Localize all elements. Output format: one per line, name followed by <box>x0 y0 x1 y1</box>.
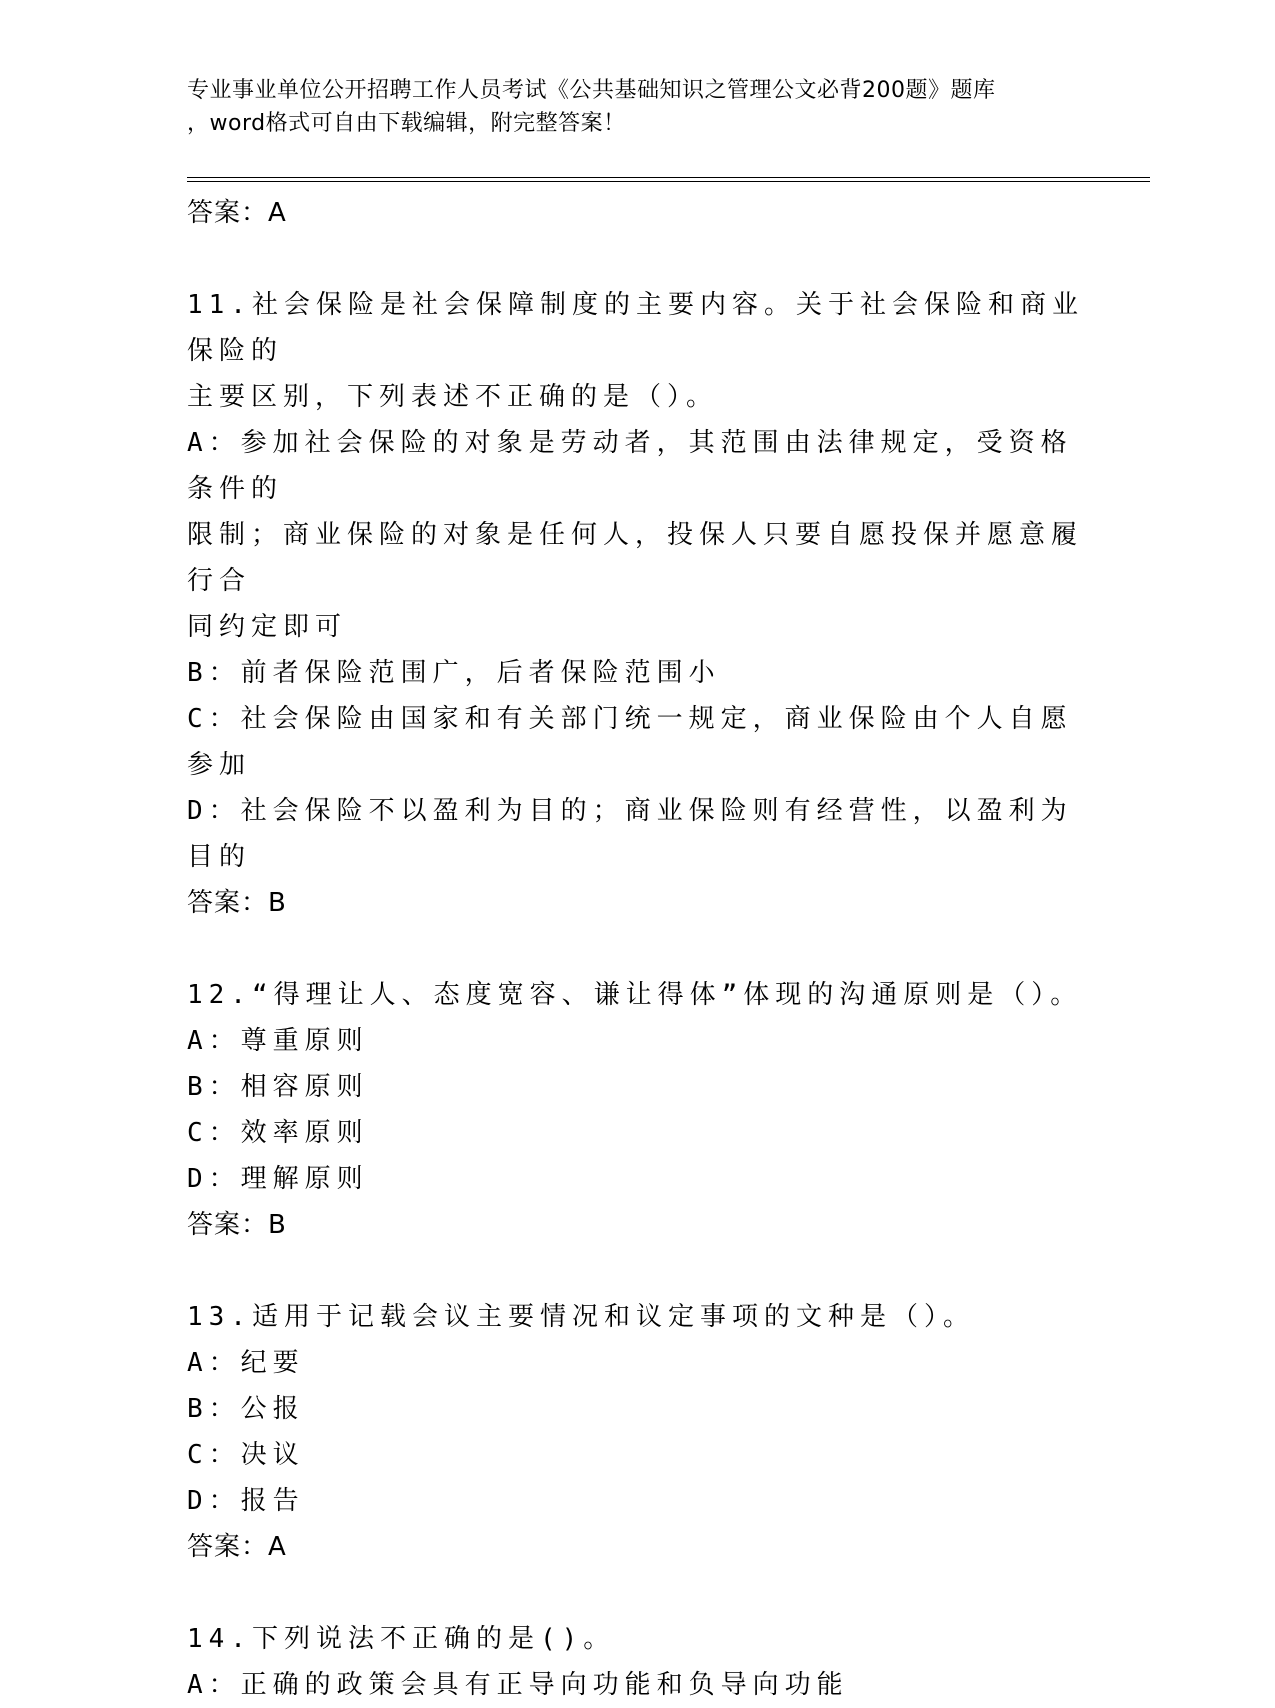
question-stem-line: 11.社会保险是社会保障制度的主要内容。关于社会保险和商业保险的 <box>187 290 1084 366</box>
option-d: D：报告 <box>187 1486 305 1516</box>
page-header <box>187 74 1117 140</box>
question-13 <box>187 1294 1087 1570</box>
header-divider <box>187 177 1150 182</box>
option-c: C：效率原则 <box>187 1118 369 1148</box>
option-a: A：尊重原则 <box>187 1026 369 1056</box>
option-d: D：社会保险不以盈利为目的；商业保险则有经营性，以盈利为目的 <box>187 796 1073 872</box>
option-a: A：纪要 <box>187 1348 305 1378</box>
question-list <box>187 190 1087 1708</box>
answer-line: 答案：B <box>187 888 287 918</box>
question-12 <box>187 972 1087 1248</box>
option-b: B：前者保险范围广，后者保险范围小 <box>187 658 721 688</box>
option-c: C：社会保险由国家和有关部门统一规定，商业保险由个人自愿参加 <box>187 704 1073 780</box>
option-a-line: 同约定即可 <box>187 612 348 642</box>
question-stem-line: 12.“得理让人、态度宽容、谦让得体”体现的沟通原则是（）。 <box>187 980 1083 1010</box>
answer-line: 答案：A <box>187 198 287 228</box>
question-11 <box>187 282 1087 926</box>
question-14 <box>187 1616 1087 1708</box>
header-title-line-2: ，word格式可自由下载编辑，附完整答案！ <box>187 111 626 136</box>
header-title-line-1: 专业事业单位公开招聘工作人员考试《公共基础知识之管理公文必背200题》题库 <box>187 78 996 103</box>
question-stem-line: 主要区别，下列表述不正确的是（）。 <box>187 382 719 412</box>
option-a-line: 限制；商业保险的对象是任何人，投保人只要自愿投保并愿意履行合 <box>187 520 1084 596</box>
answer-line: 答案：A <box>187 1532 287 1562</box>
option-b: B：公报 <box>187 1394 305 1424</box>
option-c: C：决议 <box>187 1440 305 1470</box>
question-stem-line: 14.下列说法不正确的是()。 <box>187 1624 616 1654</box>
answer-line: 答案：B <box>187 1210 287 1240</box>
option-b: B：相容原则 <box>187 1072 369 1102</box>
option-a: A：正确的政策会具有正导向功能和负导向功能 <box>187 1670 849 1700</box>
option-d: D：理解原则 <box>187 1164 369 1194</box>
question-stem-line: 13.适用于记载会议主要情况和议定事项的文种是（）。 <box>187 1302 975 1332</box>
option-a-line: A：参加社会保险的对象是劳动者，其范围由法律规定，受资格条件的 <box>187 428 1073 504</box>
